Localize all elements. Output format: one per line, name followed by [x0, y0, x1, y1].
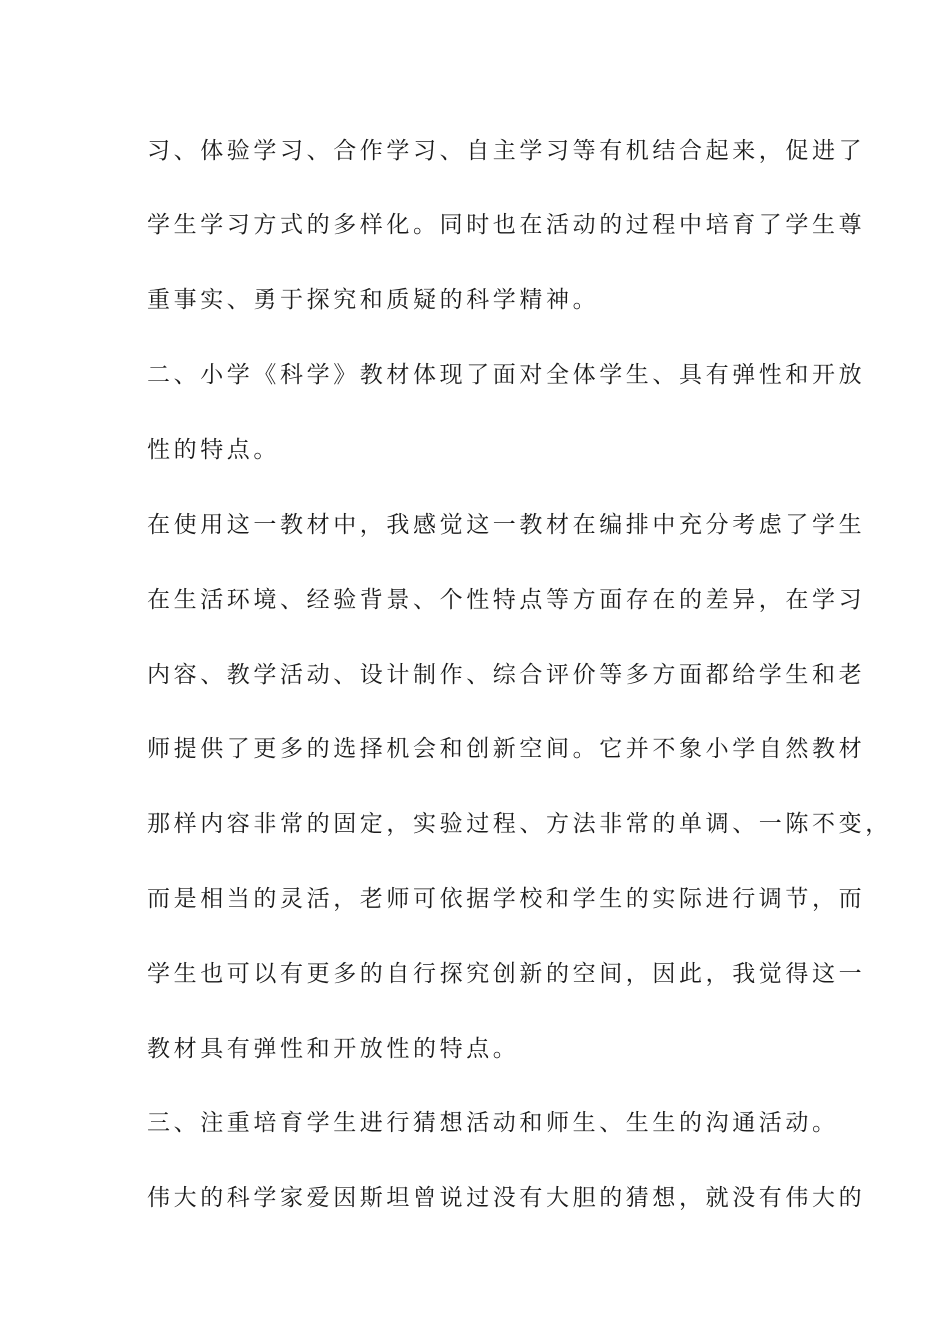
text-line: 习、体验学习、合作学习、自主学习等有机结合起来，促进了 — [147, 138, 866, 164]
section-heading: 二、小学《科学》教材体现了面对全体学生、具有弹性和开放 — [147, 362, 866, 388]
text-line: 那样内容非常的固定，实验过程、方法非常的单调、一陈不变， — [147, 811, 892, 837]
text-line: 伟大的科学家爱因斯坦曾说过没有大胆的猜想，就没有伟大的 — [147, 1185, 866, 1211]
section-heading: 性的特点。 — [147, 437, 280, 463]
text-line: 重事实、勇于探究和质疑的科学精神。 — [147, 287, 600, 313]
text-line: 在生活环境、经验背景、个性特点等方面存在的差异，在学习 — [147, 587, 866, 613]
text-line: 师提供了更多的选择机会和创新空间。它并不象小学自然教材 — [147, 736, 866, 762]
text-line: 而是相当的灵活，老师可依据学校和学生的实际进行调节，而 — [147, 886, 866, 912]
text-line: 内容、教学活动、设计制作、综合评价等多方面都给学生和老 — [147, 662, 866, 688]
text-line: 在使用这一教材中，我感觉这一教材在编排中充分考虑了学生 — [147, 512, 866, 538]
text-line: 学生也可以有更多的自行探究创新的空间，因此，我觉得这一 — [147, 961, 866, 987]
section-heading: 三、注重培育学生进行猜想活动和师生、生生的沟通活动。 — [147, 1110, 839, 1136]
text-line: 教材具有弹性和开放性的特点。 — [147, 1036, 520, 1062]
text-line: 学生学习方式的多样化。同时也在活动的过程中培育了学生尊 — [147, 212, 866, 238]
